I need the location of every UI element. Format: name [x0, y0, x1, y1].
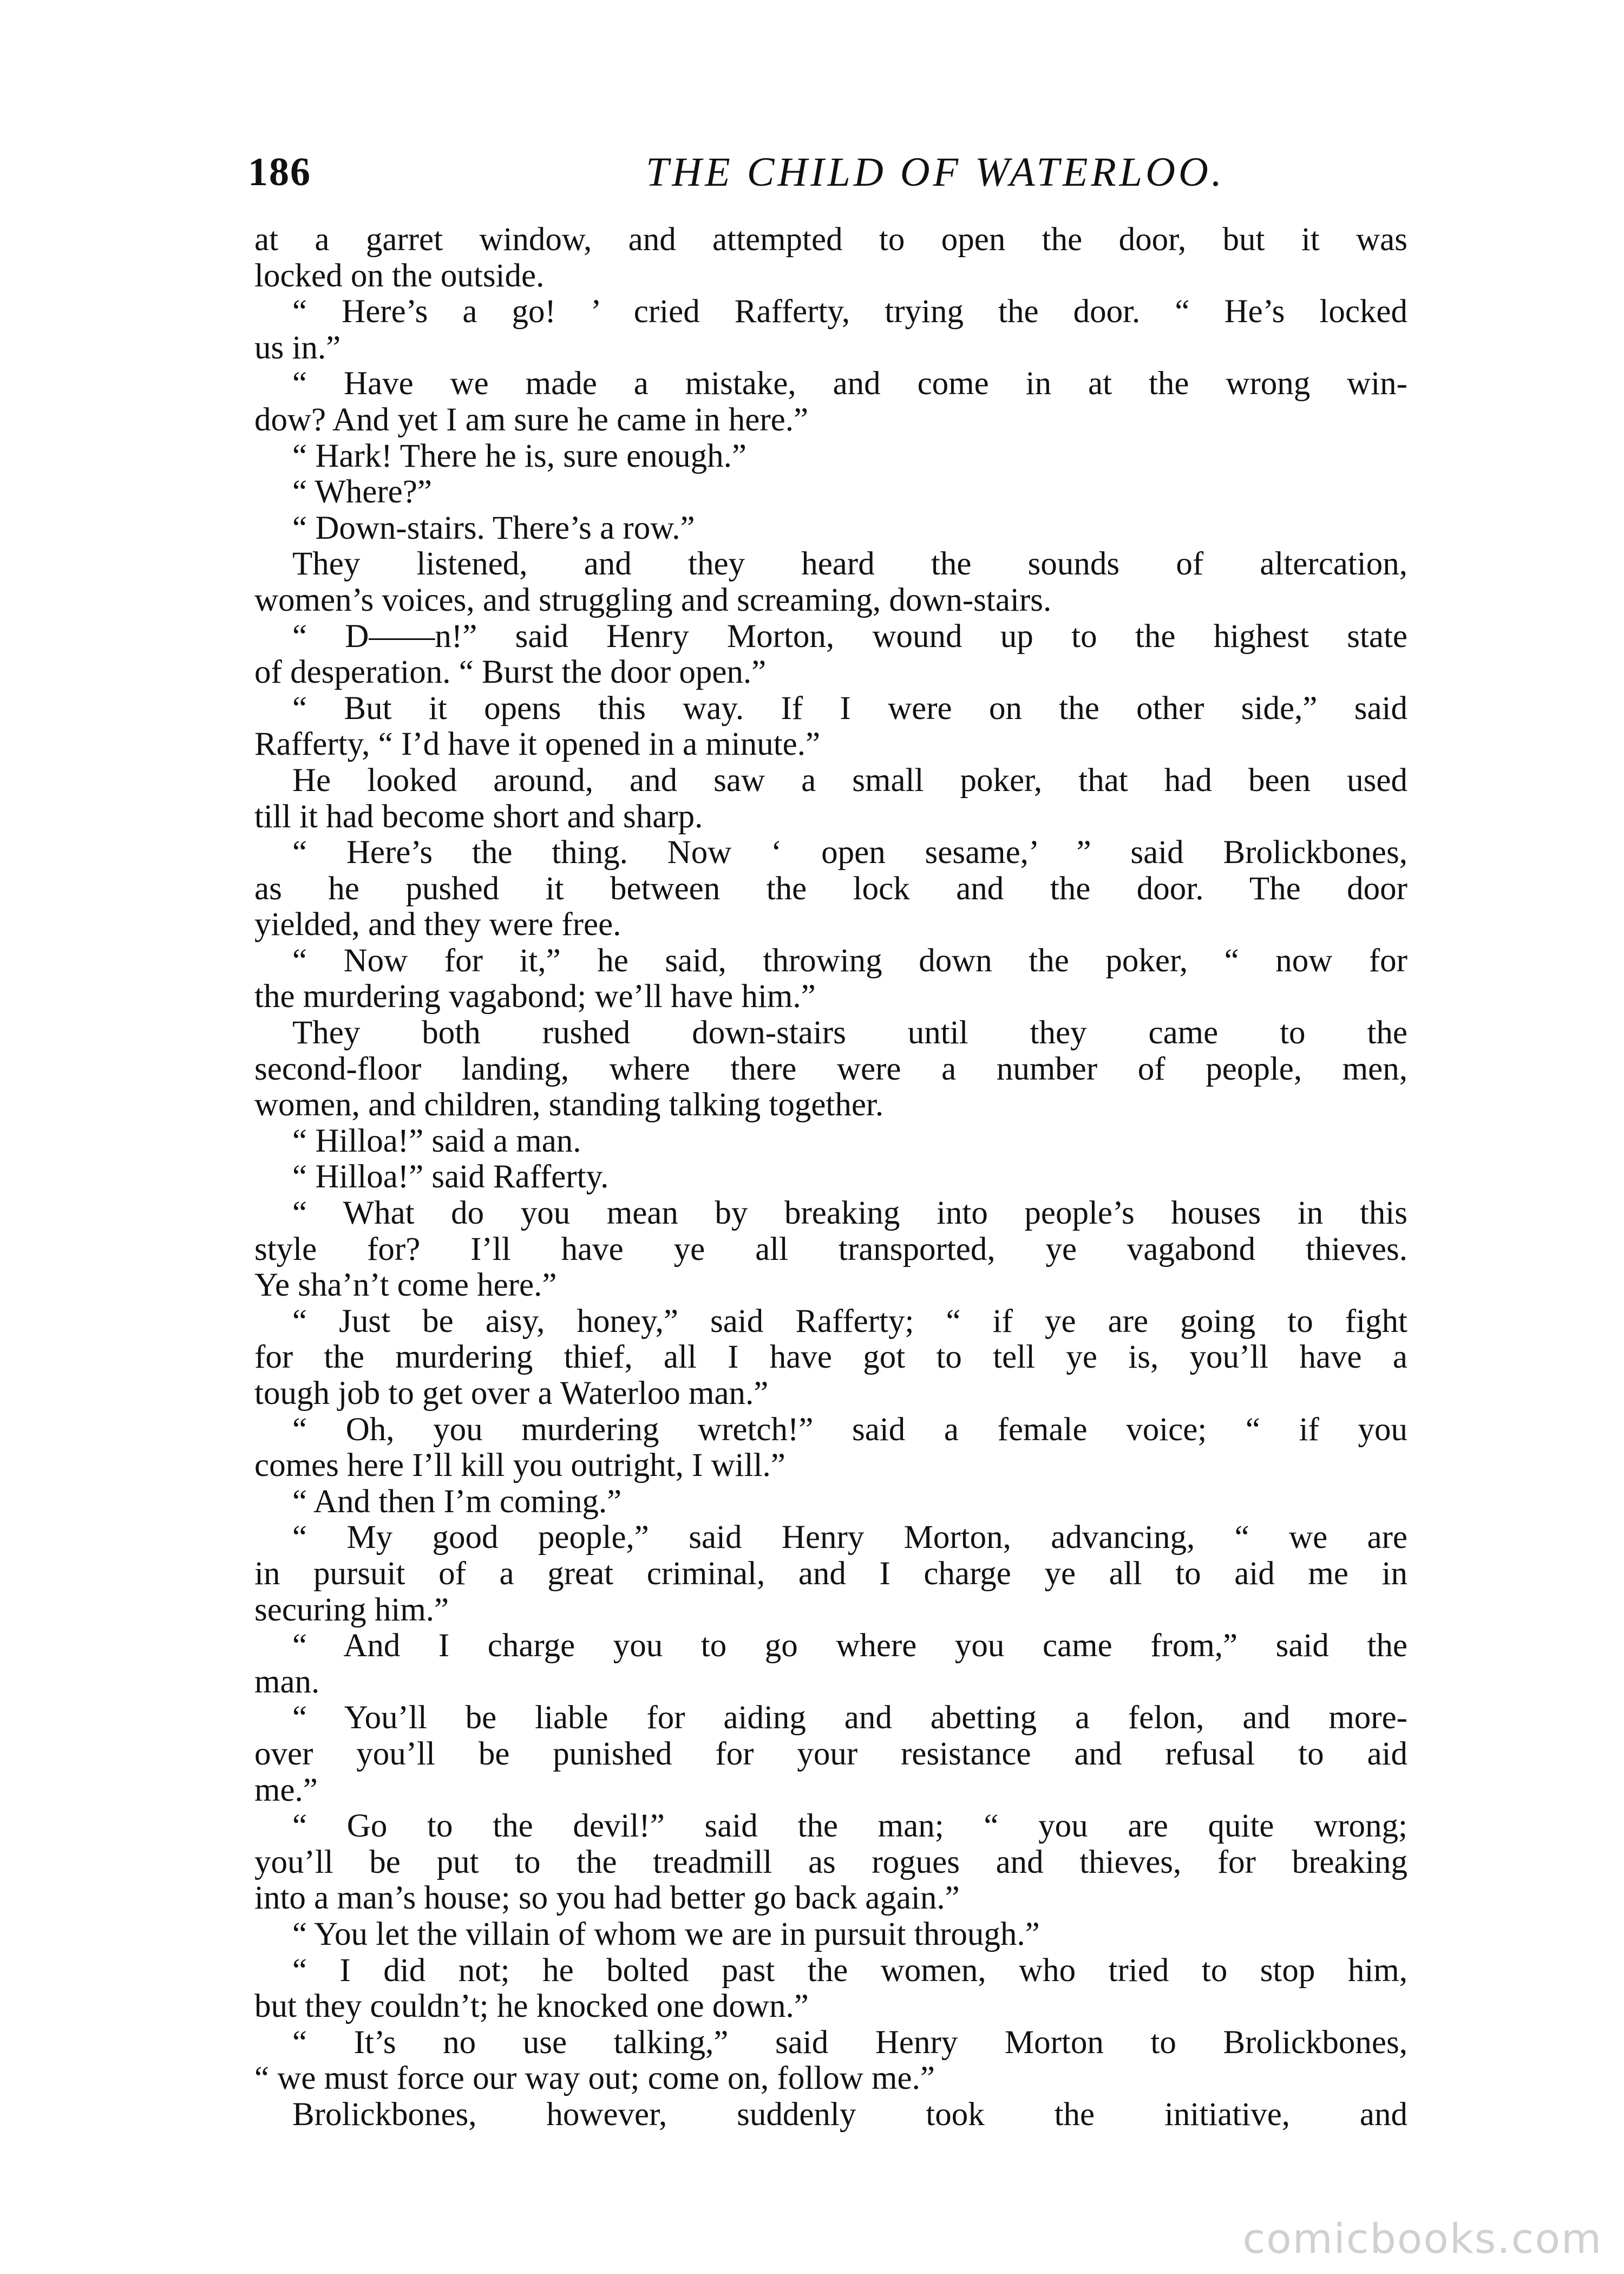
text-line: style for? I’ll have ye all transported, ye vagabond thieves.	[254, 1231, 1407, 1267]
text-line: into a man’s house; so you had better go back again.”	[254, 1880, 960, 1917]
text-line: dow? And yet I am sure he came in here.”	[254, 402, 809, 438]
text-line: Rafferty, “ I’d have it opened in a minute.”	[254, 727, 821, 763]
text-line: “ Hilloa!” said Rafferty.	[292, 1159, 609, 1195]
text-line: of desperation. “ Burst the door open.”	[254, 655, 767, 691]
text-line: but they couldn’t; he knocked one down.”	[254, 1989, 809, 2025]
text-line: Ye sha’n’t come here.”	[254, 1267, 557, 1304]
text-line: second-floor landing, where there were a number of people, men,	[254, 1051, 1407, 1087]
text-line: “ Down-stairs. There’s a row.”	[292, 510, 695, 546]
text-line: “ What do you mean by breaking into people’s houses in this	[292, 1195, 1407, 1232]
page-header	[248, 145, 1406, 210]
text-line: the murdering vagabond; we’ll have him.”	[254, 979, 816, 1015]
text-line: yielded, and they were free.	[254, 907, 621, 943]
text-line: “ You let the villain of whom we are in pursuit through.”	[292, 1916, 1040, 1952]
text-line: man.	[254, 1664, 320, 1700]
text-line: for the murdering thief, all I have got to tell ye is, you’ll have a	[254, 1339, 1407, 1376]
text-line: locked on the outside.	[254, 258, 545, 294]
text-line: “ Just be aisy, honey,” said Rafferty; “ if ye are going to fight	[292, 1303, 1407, 1339]
text-line: women, and children, standing talking together.	[254, 1087, 884, 1123]
text-line: “ Here’s the thing. Now ‘ open sesame,’ ” said Brolickbones,	[292, 835, 1407, 871]
text-line: Brolickbones, however, suddenly took the initiative, and	[292, 2096, 1407, 2133]
text-line: you’ll be put to the treadmill as rogues and thieves, for breaking	[254, 1844, 1407, 1880]
text-line: “ And then I’m coming.”	[292, 1484, 622, 1520]
text-line: “ we must force our way out; come on, follow me.”	[254, 2061, 935, 2097]
text-line: tough job to get over a Waterloo man.”	[254, 1376, 769, 1412]
text-line: securing him.”	[254, 1592, 449, 1628]
text-line: “ Hilloa!” said a man.	[292, 1123, 581, 1159]
text-line: over you’ll be punished for your resistance and refusal to aid	[254, 1736, 1407, 1772]
text-line: comes here I’ll kill you outright, I will.”	[254, 1448, 785, 1484]
text-line: “ Go to the devil!” said the man; “ you are quite wrong;	[292, 1808, 1407, 1845]
text-line: at a garret window, and attempted to open the door, but it was	[254, 222, 1407, 258]
text-line: “ Hark! There he is, sure enough.”	[292, 438, 746, 474]
text-line: He looked around, and saw a small poker, that had been used	[292, 762, 1407, 799]
text-line: “ But it opens this way. If I were on the other side,” said	[292, 690, 1407, 727]
body-text	[254, 222, 1407, 2133]
text-line: “ And I charge you to go where you came from,” said the	[292, 1628, 1407, 1664]
text-line: “ Oh, you murdering wretch!” said a female voice; “ if you	[292, 1412, 1407, 1448]
running-title: THE CHILD OF WATERLOO.	[646, 149, 1225, 195]
text-line: “ D——n!” said Henry Morton, wound up to the highest state	[292, 618, 1407, 655]
text-line: till it had become short and sharp.	[254, 799, 703, 835]
text-line: me.”	[254, 1772, 318, 1808]
text-line: “ I did not; he bolted past the women, who tried to stop him,	[292, 1952, 1407, 1989]
text-line: “ My good people,” said Henry Morton, advancing, “ we are	[292, 1520, 1407, 1556]
text-line: They listened, and they heard the sounds of altercation,	[292, 546, 1407, 583]
text-line: in pursuit of a great criminal, and I charge ye all to aid me in	[254, 1556, 1407, 1592]
text-line: us in.”	[254, 330, 341, 366]
text-line: “ It’s no use talking,” said Henry Morton to Brolickbones,	[292, 2024, 1407, 2061]
text-line: They both rushed down-stairs until they came to the	[292, 1015, 1407, 1051]
page-number: 186	[248, 150, 311, 194]
text-line: “ Here’s a go! ’ cried Rafferty, trying the door. “ He’s locked	[292, 294, 1407, 330]
text-line: “ You’ll be liable for aiding and abetting a felon, and more-	[292, 1700, 1407, 1736]
text-line: “ Have we made a mistake, and come in at the wrong win-	[292, 366, 1407, 402]
text-line: as he pushed it between the lock and the door. The door	[254, 871, 1407, 907]
text-line: “ Now for it,” he said, throwing down the poker, “ now for	[292, 943, 1407, 979]
text-line: women’s voices, and struggling and screaming, down-stairs.	[254, 582, 1052, 618]
text-line: “ Where?”	[292, 474, 432, 511]
site-watermark: comicbooks.com	[1242, 2214, 1602, 2263]
